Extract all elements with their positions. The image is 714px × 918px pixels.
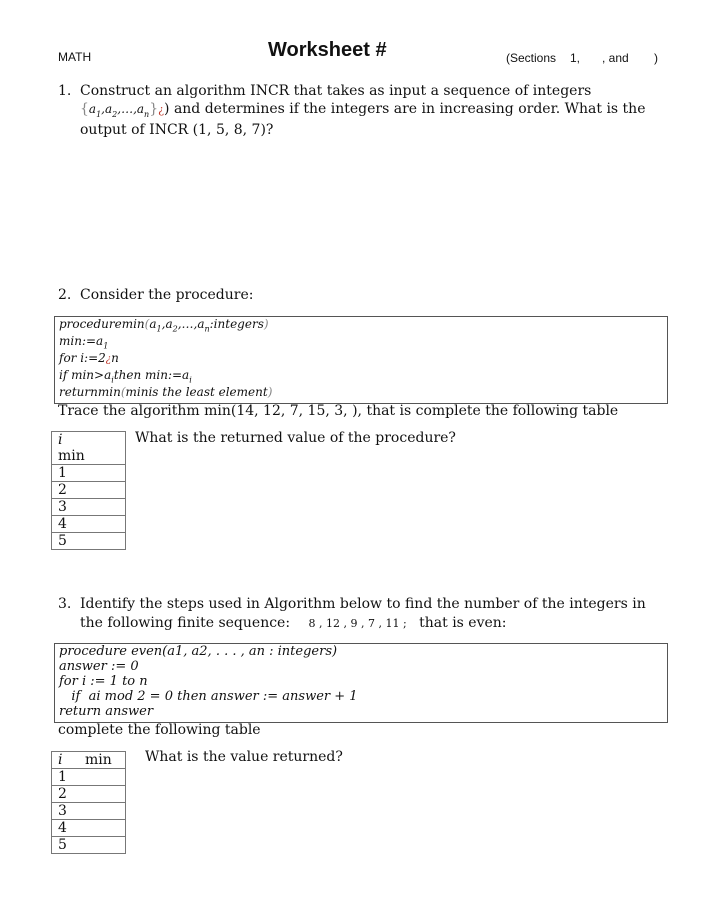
close-brace: } — [149, 101, 159, 117]
q1-line3: output of INCR (1, 5, 8, 7)? — [80, 122, 274, 138]
sections-prefix: (Sections — [506, 51, 557, 65]
sections-one: 1, — [570, 51, 581, 65]
q1-line2 — [80, 101, 646, 119]
q2-line4-sub2: i — [189, 375, 192, 385]
q2-question: What is the returned value of the procedure? — [135, 430, 456, 446]
q2-arg-a1: a — [149, 317, 157, 331]
q1-seq-a2: a — [105, 102, 113, 116]
sections-and: , and — [602, 51, 629, 65]
q3-row-cell[interactable]: 5 — [52, 837, 126, 854]
q3-line2 — [80, 615, 507, 631]
q2-paren-close: ) — [263, 317, 269, 331]
q2-line5-b: minis the least element — [125, 385, 268, 399]
q3-code-line5: return answer — [59, 704, 154, 719]
q3-line2-a: the following finite sequence: — [80, 615, 291, 631]
q2-proc-name: proceduremin — [59, 317, 145, 331]
q2-arg-comma: , — [161, 317, 166, 331]
q3-code-line2: answer := 0 — [59, 659, 139, 674]
q2-line5-paren-open: ( — [120, 385, 126, 399]
q1-sub1: 1 — [96, 109, 102, 119]
q2-prompt: Consider the procedure: — [80, 287, 254, 303]
table-row — [52, 533, 126, 550]
q1-seq-an: a — [136, 102, 145, 116]
table-row — [52, 432, 126, 465]
q2-line5-a: returnmin — [59, 385, 121, 399]
q1-comma: , — [101, 102, 105, 116]
table-row — [52, 803, 126, 820]
q1-dots: ,…, — [117, 102, 137, 116]
q2-line3-b: n — [111, 351, 119, 365]
q3-row-cell[interactable]: 2 — [52, 786, 126, 803]
q3-trace-table — [51, 751, 126, 854]
table-row — [52, 482, 126, 499]
q1-odd-char: ¿ — [158, 103, 165, 116]
q2-code-line5 — [59, 385, 272, 399]
q2-row-cell[interactable]: 4 — [52, 516, 126, 533]
q3-row-cell[interactable]: 4 — [52, 820, 126, 837]
q2-line4-a: if min>a — [59, 368, 112, 382]
q3-row-cell[interactable]: 3 — [52, 803, 126, 820]
table-row — [52, 786, 126, 803]
q2-arg-sub2: 2 — [172, 324, 178, 334]
q2-row-cell[interactable]: 3 — [52, 499, 126, 516]
q2-code-line2 — [59, 334, 108, 350]
table-row — [52, 752, 126, 769]
q3-header-i: i — [58, 752, 63, 768]
q2-arg-subn: n — [204, 324, 210, 334]
q3-sequence: 8 , 12 , 9 , 7 , 11 ; — [308, 617, 407, 630]
table-row — [52, 499, 126, 516]
q2-header-min: min — [58, 448, 85, 464]
q1-sub2: 2 — [112, 109, 118, 119]
q2-row-cell[interactable]: 1 — [52, 465, 126, 482]
q2-code-line1 — [59, 317, 269, 333]
open-brace: { — [80, 101, 89, 117]
table-row — [52, 837, 126, 854]
subject-label: MATH — [58, 50, 92, 64]
table-row — [52, 516, 126, 533]
q2-line4-b: then min:=a — [113, 368, 190, 382]
page-title: Worksheet # — [268, 39, 387, 61]
q2-line5-paren-close: ) — [267, 385, 273, 399]
q2-header-i: i — [58, 432, 63, 448]
q2-line2-sub: 1 — [103, 341, 109, 351]
q3-code-line4: if ai mod 2 = 0 then answer := answer + 1 — [59, 689, 358, 704]
q2-arg-dots: ,…, — [177, 317, 198, 331]
q3-header-min: min — [84, 752, 112, 768]
q3-code-line1: procedure even(a1, a2, . . . , an : integers) — [59, 644, 338, 659]
q3-code-box — [54, 643, 668, 723]
q3-code-line3: for i := 1 to n — [59, 674, 148, 689]
q3-number: 3. — [58, 596, 72, 612]
q2-code-line4 — [59, 368, 192, 384]
q2-line2-text: min:=a — [59, 334, 104, 348]
q1-line1: Construct an algorithm INCR that takes as input a sequence of integers — [80, 83, 592, 99]
table-row — [52, 465, 126, 482]
q2-arg-a2: a — [165, 317, 173, 331]
q2-code-line3 — [59, 351, 119, 365]
q2-row-cell[interactable]: 5 — [52, 533, 126, 550]
q1-line2-rest: ) and determines if the integers are in increasing order. What is the — [164, 101, 646, 117]
q3-header-cell — [52, 752, 126, 769]
q1-seq-a1: a — [88, 102, 97, 116]
q3-row-cell[interactable]: 1 — [52, 769, 126, 786]
q3-complete-prompt: complete the following table — [58, 722, 261, 738]
table-row — [52, 820, 126, 837]
q2-line3-a: for i:=2 — [59, 351, 106, 365]
q2-line4-sub1: i — [111, 375, 114, 385]
table-row — [52, 769, 126, 786]
q2-line3-odd: ¿ — [105, 354, 112, 365]
q2-trace-prompt: Trace the algorithm min(14, 12, 7, 15, 3, ), that is complete the following table — [58, 403, 619, 419]
q2-trace-table — [51, 431, 126, 550]
q2-args-end: :integers — [209, 317, 264, 331]
q2-number: 2. — [58, 287, 72, 303]
q2-arg-sub1: 1 — [156, 324, 162, 334]
q3-question: What is the value returned? — [145, 749, 343, 765]
q2-row-cell[interactable]: 2 — [52, 482, 126, 499]
q2-header-cell — [52, 432, 126, 465]
q3-line2-b: that is even: — [419, 615, 507, 631]
q3-line1: Identify the steps used in Algorithm below to find the number of the integers in — [80, 596, 646, 612]
q2-code-box — [54, 316, 668, 404]
q2-paren-open: ( — [144, 317, 150, 331]
sections-close: ) — [654, 51, 658, 65]
q1-number: 1. — [58, 83, 72, 99]
q1-subn: n — [144, 109, 150, 119]
q2-arg-an: a — [197, 317, 205, 331]
